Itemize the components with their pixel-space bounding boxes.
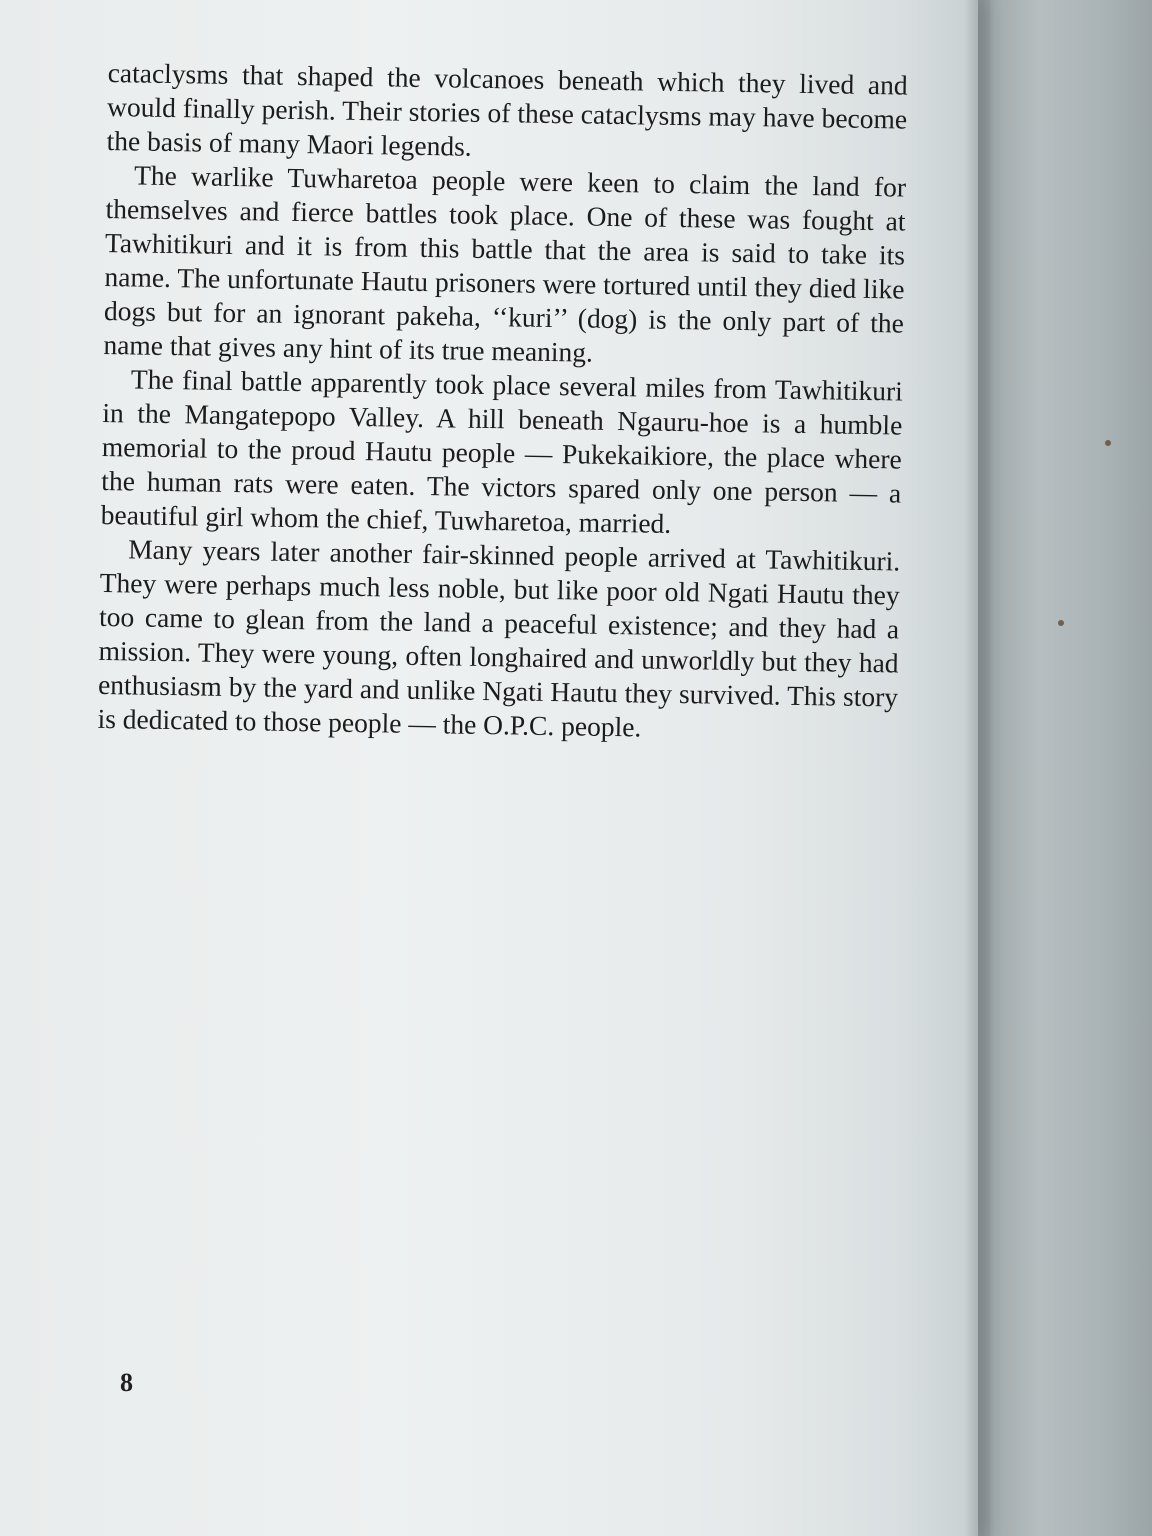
paragraph: The warlike Tuwharetoa people were keen to claim the land for themselves and fierce battles took place. One of these was fought at Tawhitikuri and it is from this battle that the area is said to take its name. The unfortunate Hautu prisoners were tortured until they died like dogs but for an ignorant pakeha, ‘‘kuri’’ (dog) is the only part of the name that gives any hint of its true meaning.	[103, 159, 907, 368]
paper-speck	[1105, 440, 1111, 446]
paper-speck	[1058, 620, 1064, 626]
body-text	[97, 56, 908, 748]
paragraph: cataclysms that shaped the volcanoes beneath which they lived and would finally perish. Their stories of these cataclysms may have become the basis of many Maori legends.	[106, 56, 908, 162]
paragraph: Many years later another fair-skinned people arrived at Tawhitikuri. They were perhaps much less noble, but like poor old Ngati Hautu they too came to glean from the land a peaceful existence; and they had a mission. They were young, often longhaired and unworldly but they had enthusiasm by the yard and unlike Ngati Hautu they survived. This story is dedicated to those people — the O.P.C. people.	[97, 533, 901, 743]
page-gutter-shadow	[964, 0, 994, 1536]
page-number: 8	[120, 1368, 133, 1397]
paragraph: The final battle apparently took place several miles from Tawhitikuri in the Mangatepopo Valley. A hill beneath Ngauru-hoe is a humble memorial to the proud Hautu people — Pukekaikiore, the place where the human rats were eaten. The victors spared only one person — a beautiful girl whom the chief, Tuwharetoa, married.	[100, 363, 904, 539]
facing-page-edge	[990, 0, 1152, 1536]
